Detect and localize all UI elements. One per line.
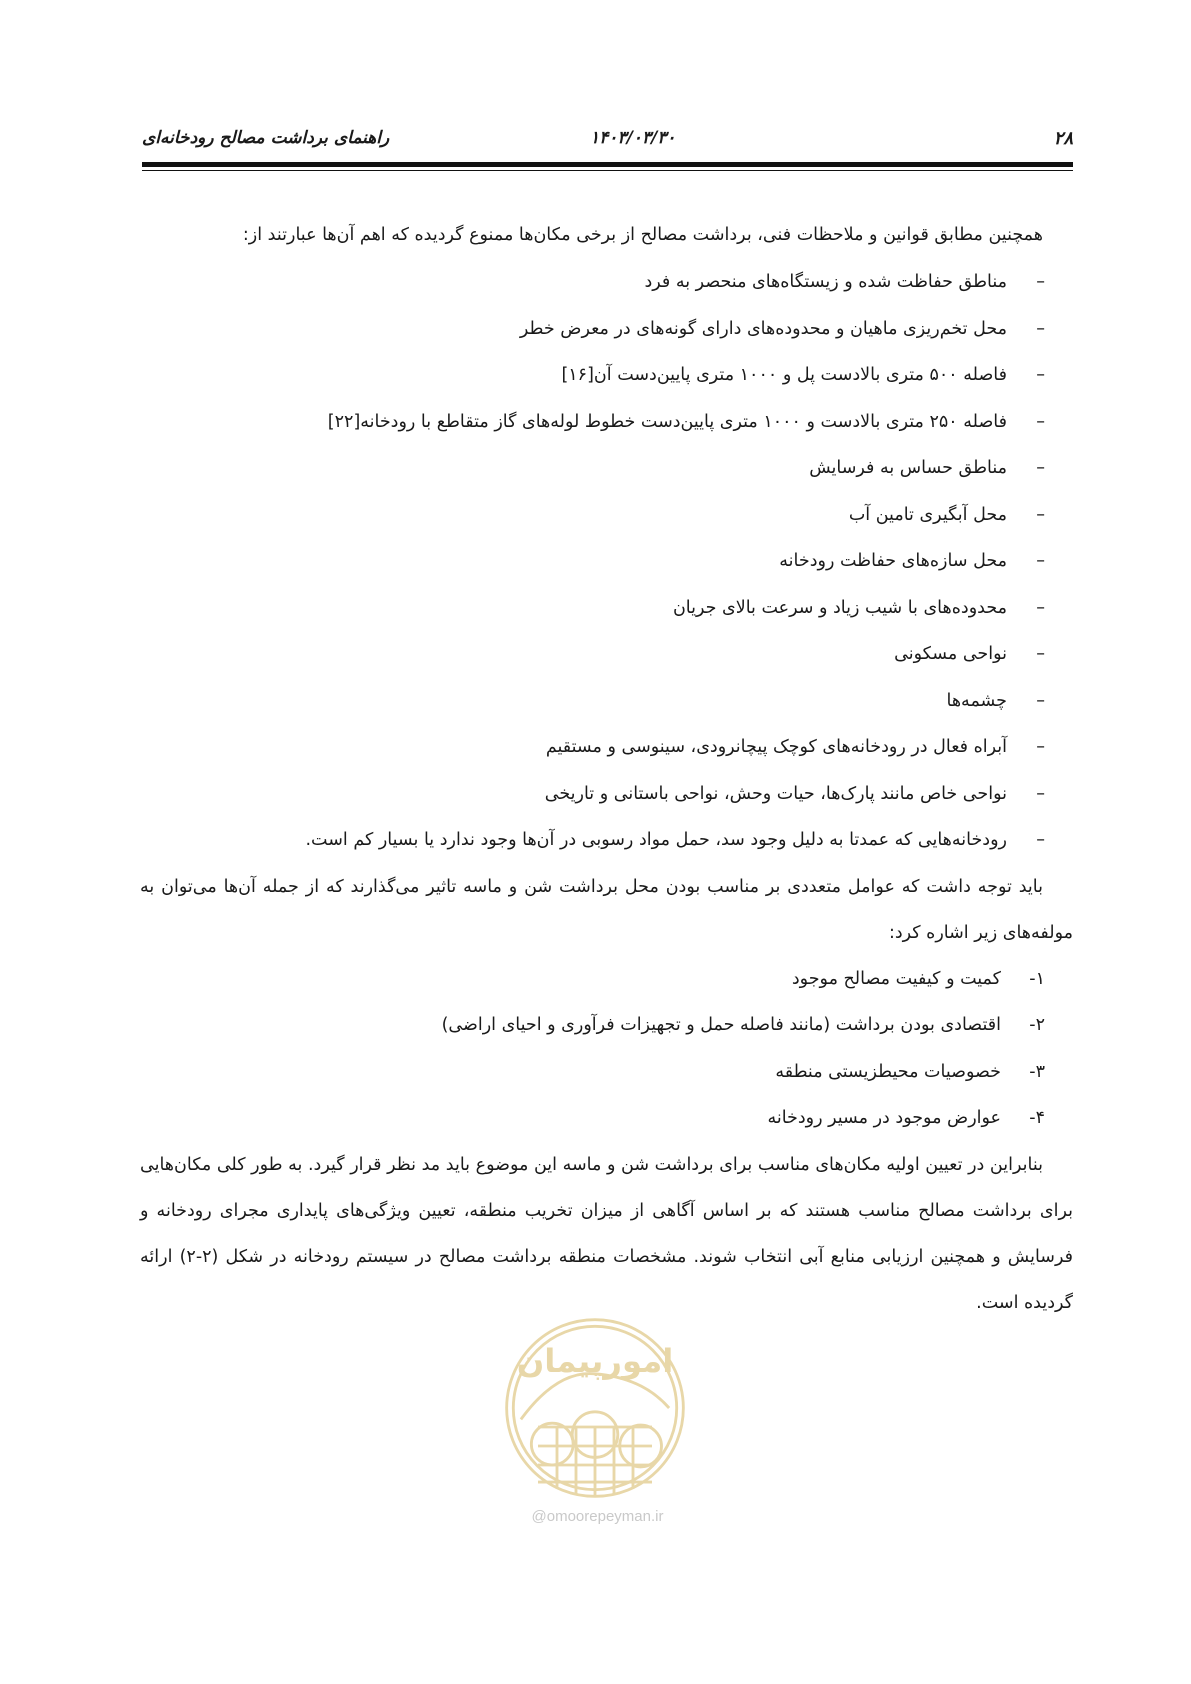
- list-item: [140, 631, 1045, 678]
- list-item: [140, 1002, 1045, 1049]
- watermark-logo-text: امورپیمان: [516, 1341, 674, 1380]
- factors-intro-paragraph: باید توجه داشت که عوامل متعددی بر مناسب بودن محل برداشت شن و ماسه تاثیر می‌گذارند که از جمله آن‌ها می‌توان به مولفه‌های زیر اشاره کرد:: [140, 876, 1073, 943]
- list-item: [140, 724, 1045, 771]
- list-item-text: آبراه فعال در رودخانه‌های کوچک پیچانرودی، سینوسی و مستقیم: [545, 737, 1007, 757]
- list-item-text: خصوصیات محیطزیستی منطقه: [775, 1061, 1001, 1082]
- list-item: [140, 445, 1045, 492]
- dash-bullet: –: [1036, 504, 1045, 525]
- intro-paragraph: همچنین مطابق قوانین و ملاحظات فنی، برداشت مصالح از برخی مکان‌ها ممنوع گردیده که اهم آن‌ها عبارتند از:: [242, 225, 1043, 245]
- dash-bullet: –: [1036, 272, 1045, 292]
- list-item: [140, 306, 1045, 353]
- item-number: ۱-: [1029, 968, 1045, 989]
- watermark-url: @omoorepeyman.ir: [531, 1508, 664, 1525]
- list-item-text: مناطق حفاظت شده و زیستگاه‌های منحصر به فرد: [644, 272, 1007, 292]
- list-item-text: چشمه‌ها: [946, 690, 1007, 711]
- item-number: ۲-: [1029, 1015, 1045, 1035]
- list-item: [140, 538, 1045, 585]
- header-rule-thin: [142, 170, 1073, 171]
- list-item: [140, 771, 1045, 818]
- dash-bullet: –: [1036, 690, 1045, 711]
- conclusion-paragraph: بنابراین در تعیین اولیه مکان‌های مناسب برای برداشت شن و ماسه این موضوع باید مد نظر قرار گیرد. به طور کلی مکان‌هایی برای برداشت مصالح مناسب هستند که بر اساس آگاهی از میزان تخریب منطقه، تعیین ویژگی‌های پایداری مجرای رودخانه و فرسایش و همچنین ارزیابی منابع آبی انتخاب شوند. مشخصات منطقه برداشت مصالح در سیستم رودخانه در شکل (۲-۲) ارائه گردیده است.: [140, 1154, 1073, 1313]
- list-item-text: عوارض موجود در مسیر رودخانه: [767, 1108, 1001, 1128]
- list-item-text: محل سازه‌های حفاظت رودخانه: [779, 551, 1007, 571]
- list-item: [140, 678, 1045, 725]
- list-item-text: نواحی مسکونی: [894, 644, 1007, 664]
- list-item: [140, 585, 1045, 632]
- dash-bullet: –: [1036, 458, 1045, 478]
- dash-bullet: –: [1036, 783, 1045, 804]
- page-number: ۲۸: [1053, 128, 1073, 149]
- list-item-text: مناطق حساس به فرسایش: [809, 458, 1007, 478]
- list-item-text: کمیت و کیفیت مصالح موجود: [791, 968, 1001, 989]
- list-item: [140, 956, 1045, 1003]
- list-item: [140, 1049, 1045, 1096]
- header-rule-thick: [142, 162, 1073, 167]
- list-item: [140, 817, 1045, 864]
- list-item-text: نواحی خاص مانند پارک‌ها، حیات وحش، نواحی باستانی و تاریخی: [544, 783, 1007, 804]
- dash-bullet: –: [1036, 597, 1045, 618]
- list-item-text: فاصله ۵۰۰ متری بالادست پل و ۱۰۰۰ متری پایین‌دست آن[۱۶]: [561, 365, 1007, 385]
- dash-bullet: –: [1036, 318, 1045, 339]
- dash-bullet: –: [1036, 365, 1045, 385]
- dash-bullet: –: [1036, 411, 1045, 432]
- page-header: [142, 128, 1073, 152]
- dash-bullet: –: [1036, 830, 1045, 850]
- list-item: [140, 259, 1045, 306]
- list-item: [140, 399, 1045, 446]
- list-item-text: اقتصادی بودن برداشت (مانند فاصله حمل و تجهیزات فرآوری و احیای اراضی): [441, 1015, 1001, 1035]
- dash-bullet: –: [1036, 551, 1045, 571]
- page-body: [140, 212, 1073, 1326]
- factors-list: [140, 956, 1073, 1142]
- list-item-text: محدوده‌های با شیب زیاد و سرعت بالای جریان: [672, 597, 1007, 618]
- list-item: [140, 352, 1045, 399]
- dash-bullet: –: [1036, 644, 1045, 664]
- list-item: [140, 1095, 1045, 1142]
- header-date: ۱۴۰۳/۰۳/۳۰: [590, 128, 676, 148]
- item-number: ۴-: [1029, 1108, 1045, 1128]
- item-number: ۳-: [1029, 1061, 1045, 1082]
- watermark-seal-icon: [500, 1313, 690, 1503]
- list-item: [140, 492, 1045, 539]
- list-item-text: محل آبگیری تامین آب: [848, 504, 1007, 525]
- list-item-text: محل تخم‌ریزی ماهیان و محدوده‌های دارای گونه‌های در معرض خطر: [519, 318, 1007, 339]
- prohibited-locations-list: [140, 259, 1073, 864]
- list-item-text: رودخانه‌هایی که عمدتا به دلیل وجود سد، حمل مواد رسوبی در آن‌ها وجود ندارد یا بسیار کم است.: [305, 830, 1007, 850]
- dash-bullet: –: [1036, 737, 1045, 757]
- list-item-text: فاصله ۲۵۰ متری بالادست و ۱۰۰۰ متری پایین‌دست خطوط لوله‌های گاز متقاطع با رودخانه[۲۲]: [327, 411, 1007, 432]
- header-title: راهنمای برداشت مصالح رودخانه‌ای: [142, 128, 390, 148]
